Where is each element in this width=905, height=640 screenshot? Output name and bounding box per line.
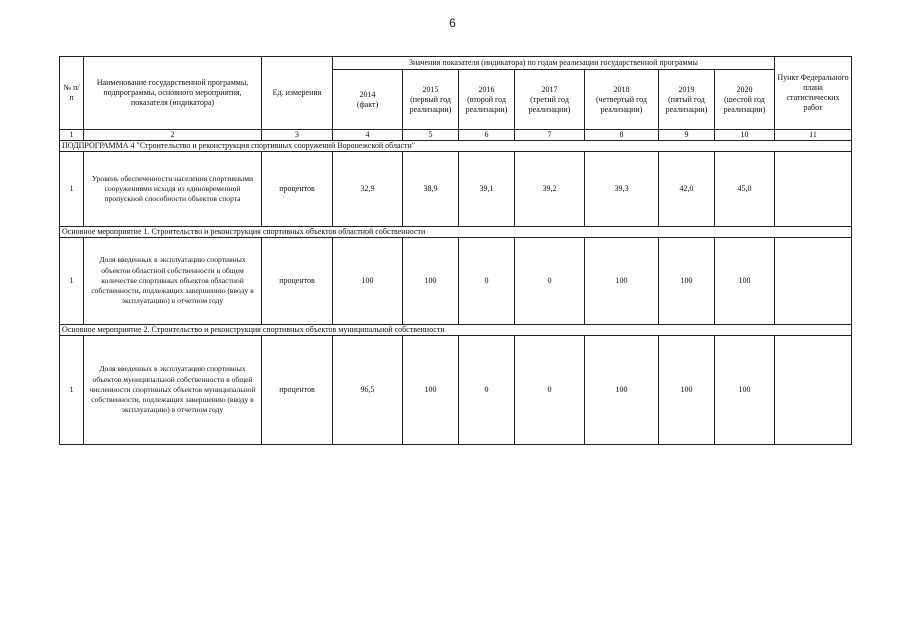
row-number: 1 bbox=[60, 152, 84, 227]
column-number: 3 bbox=[262, 130, 333, 141]
unit-cell: процентов bbox=[262, 238, 333, 325]
value-2016: 0 bbox=[459, 238, 515, 325]
value-2014: 100 bbox=[333, 238, 403, 325]
row-number: 1 bbox=[60, 238, 84, 325]
section-title-row bbox=[60, 227, 852, 238]
table-row bbox=[60, 238, 852, 325]
value-2017: 0 bbox=[515, 336, 585, 445]
section-title: ПОДПРОГРАММА 4 "Строительство и реконструкция спортивных сооружений Воронежской области" bbox=[60, 141, 852, 152]
column-number: 4 bbox=[333, 130, 403, 141]
header-year-2020: 2020 (шестой год реализации) bbox=[715, 70, 775, 130]
column-number-row bbox=[60, 130, 852, 141]
column-number: 1 bbox=[60, 130, 84, 141]
column-number: 9 bbox=[659, 130, 715, 141]
value-2015: 38,9 bbox=[403, 152, 459, 227]
table-row bbox=[60, 336, 852, 445]
header-no: № п/п bbox=[60, 57, 84, 130]
value-2020: 45,0 bbox=[715, 152, 775, 227]
section-title-row bbox=[60, 325, 852, 336]
column-number: 8 bbox=[585, 130, 659, 141]
header-unit: Ед. измерения bbox=[262, 57, 333, 130]
value-2018: 100 bbox=[585, 336, 659, 445]
column-number: 11 bbox=[775, 130, 852, 141]
federal-plan-cell bbox=[775, 152, 852, 227]
header-year-2018: 2018 (четвертый год реализации) bbox=[585, 70, 659, 130]
header-year-2016: 2016 (второй год реализации) bbox=[459, 70, 515, 130]
section-title: Основное мероприятие 1. Строительство и реконструкция спортивных объектов областной собственности bbox=[60, 227, 852, 238]
header-year-2017: 2017 (третий год реализации) bbox=[515, 70, 585, 130]
indicator-name: Уровень обеспеченности населения спортивными сооружениями исходя из единовременной пропускной способности объектов спорта bbox=[84, 152, 262, 227]
value-2018: 39,3 bbox=[585, 152, 659, 227]
column-number: 6 bbox=[459, 130, 515, 141]
value-2015: 100 bbox=[403, 238, 459, 325]
unit-cell: процентов bbox=[262, 336, 333, 445]
header-year-2015: 2015 (первый год реализации) bbox=[403, 70, 459, 130]
section-title: Основное мероприятие 2. Строительство и реконструкция спортивных объектов муниципальной собственности bbox=[60, 325, 852, 336]
value-2020: 100 bbox=[715, 238, 775, 325]
header-year-2014: 2014 (факт) bbox=[333, 70, 403, 130]
value-2016: 39,1 bbox=[459, 152, 515, 227]
page-number: 6 bbox=[449, 16, 456, 30]
column-number: 7 bbox=[515, 130, 585, 141]
value-2014: 96,5 bbox=[333, 336, 403, 445]
section-title-row bbox=[60, 141, 852, 152]
unit-cell: процентов bbox=[262, 152, 333, 227]
row-number: 1 bbox=[60, 336, 84, 445]
indicator-name: Доля введенных в эксплуатацию спортивных объектов муниципальной собственности в общей численности спортивных объектов муниципальной собственности, подлежащих завершению (вводу в эксплуатацию) в отчетном году bbox=[84, 336, 262, 445]
value-2019: 100 bbox=[659, 238, 715, 325]
value-2017: 0 bbox=[515, 238, 585, 325]
column-number: 2 bbox=[84, 130, 262, 141]
header-row-top bbox=[60, 57, 852, 70]
value-2020: 100 bbox=[715, 336, 775, 445]
header-values-group: Значения показателя (индикатора) по годам реализации государственной программы bbox=[333, 57, 775, 70]
value-2016: 0 bbox=[459, 336, 515, 445]
value-2018: 100 bbox=[585, 238, 659, 325]
value-2017: 39,2 bbox=[515, 152, 585, 227]
federal-plan-cell bbox=[775, 238, 852, 325]
header-name: Наименование государственной программы, подпрограммы, основного мероприятия, показателя (индикатора) bbox=[84, 57, 262, 130]
value-2015: 100 bbox=[403, 336, 459, 445]
indicator-name: Доля введенных в эксплуатацию спортивных объектов областной собственности в общем количестве спортивных объектов областной собственности, подлежащих завершению (вводу в эксплуатацию) в отчетном году bbox=[84, 238, 262, 325]
table-row bbox=[60, 152, 852, 227]
column-number: 5 bbox=[403, 130, 459, 141]
federal-plan-cell bbox=[775, 336, 852, 445]
column-number: 10 bbox=[715, 130, 775, 141]
value-2019: 100 bbox=[659, 336, 715, 445]
value-2014: 32,9 bbox=[333, 152, 403, 227]
indicators-table bbox=[59, 56, 852, 445]
value-2019: 42,0 bbox=[659, 152, 715, 227]
header-federal-plan: Пункт Федерального плана статистических работ bbox=[775, 57, 852, 130]
header-year-2019: 2019 (пятый год реализации) bbox=[659, 70, 715, 130]
